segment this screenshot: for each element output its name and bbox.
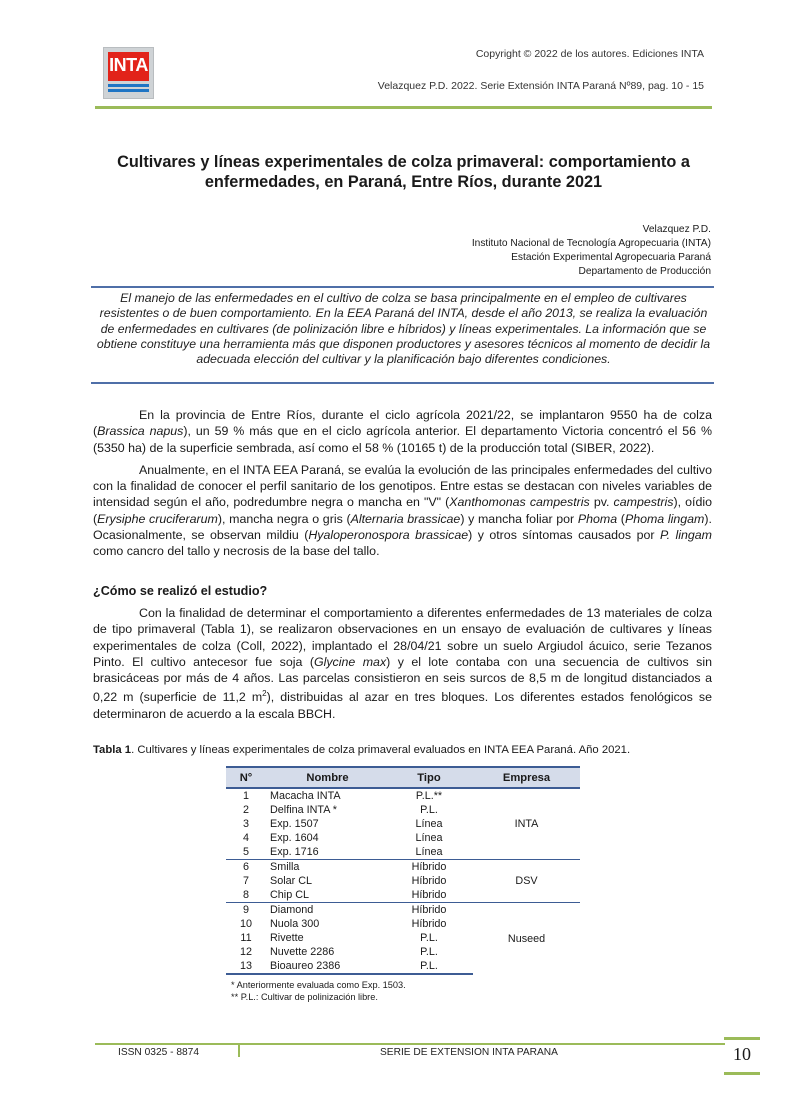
page-number: 10	[724, 1037, 760, 1075]
table-footnote-1: * Anteriormente evaluada como Exp. 1503.	[231, 980, 406, 990]
table-row: 3 Exp. 1507 Línea	[242, 818, 443, 830]
footer-divider	[238, 1045, 240, 1057]
table-row: 10 Nuola 300 Híbrido	[239, 918, 447, 930]
col-header-company: Empresa	[473, 767, 580, 788]
header-rule	[95, 106, 712, 109]
methods-text	[93, 605, 712, 722]
company-dsv: DSV	[473, 860, 580, 903]
section-heading: ¿Cómo se realizó el estudio?	[93, 584, 268, 598]
table-caption: Tabla 1. Cultivares y líneas experimentales de colza primaveral evaluados en INTA EEA Paraná. Año 2021.	[93, 744, 631, 756]
table-row: 8 Chip CL Híbrido	[242, 889, 447, 901]
methods-paragraph: Con la finalidad de determinar el comportamiento a diferentes enfermedades de 13 materiales de colza de tipo primaveral (Tabla 1), se realizaron observaciones en un ensayo de evaluación de cultivares y líneas experimentales de colza (Coll, 2022), implantado el 28/04/21 sobre un suelo Argiudol ácuico, serie Tezanos Pinto. El cultivo antecesor fue soja (Glycine max) y el lote contaba con una secuencia de cultivos sin brasicáceas por más de 4 años. Las parcelas consistieron en seis surcos de 8,5 m de longitud distanciados a 0,22 m (superficie de 11,2 $m^2$), distribuidas al azar en tres bloques. Los diferentes estados fenológicos se determinaron de acuerdo a la escala BBCH.	[93, 606, 713, 721]
table-row: 1 Macacha INTA P.L.** INTA	[226, 788, 580, 803]
footer-series: SERIE DE EXTENSION INTA PARANA	[380, 1047, 558, 1058]
author-station: Estación Experimental Agropecuaria Paraná	[511, 252, 711, 263]
page-title: Cultivares y líneas experimentales de colza primaveral: comportamiento a enfermedades, en Paraná, Entre Ríos, durante 2021	[117, 153, 690, 191]
table-row: 5 Exp. 1716 Línea	[242, 846, 443, 858]
company-nuseed: Nuseed	[473, 903, 580, 975]
intro-text	[93, 407, 712, 560]
company-inta: INTA	[514, 818, 539, 830]
table-footnote-2: ** P.L.: Cultivar de polinización libre.	[231, 992, 378, 1002]
header-copyright: Copyright © 2022 de los autores. Ediciones INTA	[475, 48, 704, 60]
inta-logo	[103, 47, 154, 99]
table-row: 13 Bioaureo 2386 P.L.	[226, 959, 580, 974]
table-row: 12 Nuvette 2286 P.L.	[239, 946, 438, 958]
table-row: 4 Exp. 1604 Línea	[242, 832, 443, 844]
table-row: 2 Delfina INTA * P.L.	[242, 804, 438, 816]
table-row: 9 Diamond Híbrido Nuseed	[226, 903, 580, 918]
col-header-number: N°	[226, 767, 266, 788]
abstract-bottom-rule	[91, 382, 714, 384]
intro-paragraph-1: En la provincia de Entre Ríos, durante el ciclo agrícola 2021/22, se implantaron 9550 ha de colza (Brassica napus), un 59 % más que en el ciclo agrícola anterior. El departamento Victoria concentró el 56 % (5350 ha) de la superficie sembrada, así como el 58 % (10165 t) de la producción total (SIBER, 2022).	[93, 408, 713, 455]
abstract-top-rule	[91, 286, 714, 288]
author-name: Velazquez P.D.	[642, 224, 711, 235]
logo-text: INTA	[109, 55, 148, 75]
abstract: El manejo de las enfermedades en el cultivo de colza se basa principalmente en el empleo de cultivares resistentes o de buen comportamiento. En la EEA Paraná del INTA, desde el año 2013, se realiza la evaluación de enfermedades en cultivares (de polinización libre e híbridos) y líneas experimentales. La información que se obtiene constituye una herramienta más que disponen productores y asesores técnicos al momento de decidir la adecuada elección del cultivar y la planificación bajo diferentes condiciones.	[96, 291, 711, 367]
table-header-row	[226, 767, 580, 788]
table-row: 11 Rivette P.L.	[240, 932, 438, 944]
footer-rule	[95, 1043, 725, 1045]
header-citation: Velazquez P.D. 2022. Serie Extensión INTA Paraná Nº89, pag. 10 - 15	[377, 80, 704, 92]
author-institution: Instituto Nacional de Tecnología Agropecuaria (INTA)	[471, 238, 711, 249]
footer-issn: ISSN 0325 - 8874	[118, 1047, 199, 1058]
col-header-type: Tipo	[385, 767, 473, 788]
table-row: 7 Solar CL Híbrido	[242, 875, 447, 887]
author-block	[472, 223, 711, 279]
intro-paragraph-2: Anualmente, en el INTA EEA Paraná, se evalúa la evolución de las principales enfermedades del cultivo con la finalidad de conocer el perfil sanitario de los genotipos. Entre estas se destacan con niveles variables de intensidad según el año, podredumbre negra o mancha en "V" (Xanthomonas campestris pv. campestris), oídio (Erysiphe cruciferarum), mancha negra o gris (Alternaria brassicae) y mancha foliar por Phoma (Phoma lingam). Ocasionalmente, se observan mildiu (Hyaloperonospora brassicae) y otros síntomas causados por P. lingam como cancro del tallo y necrosis de la base del tallo.	[93, 462, 713, 559]
col-header-name: Nombre	[266, 767, 385, 788]
author-department: Departamento de Producción	[578, 266, 711, 277]
table-row: 6 Smilla Híbrido DSV	[226, 860, 580, 875]
cultivars-table	[226, 766, 580, 975]
